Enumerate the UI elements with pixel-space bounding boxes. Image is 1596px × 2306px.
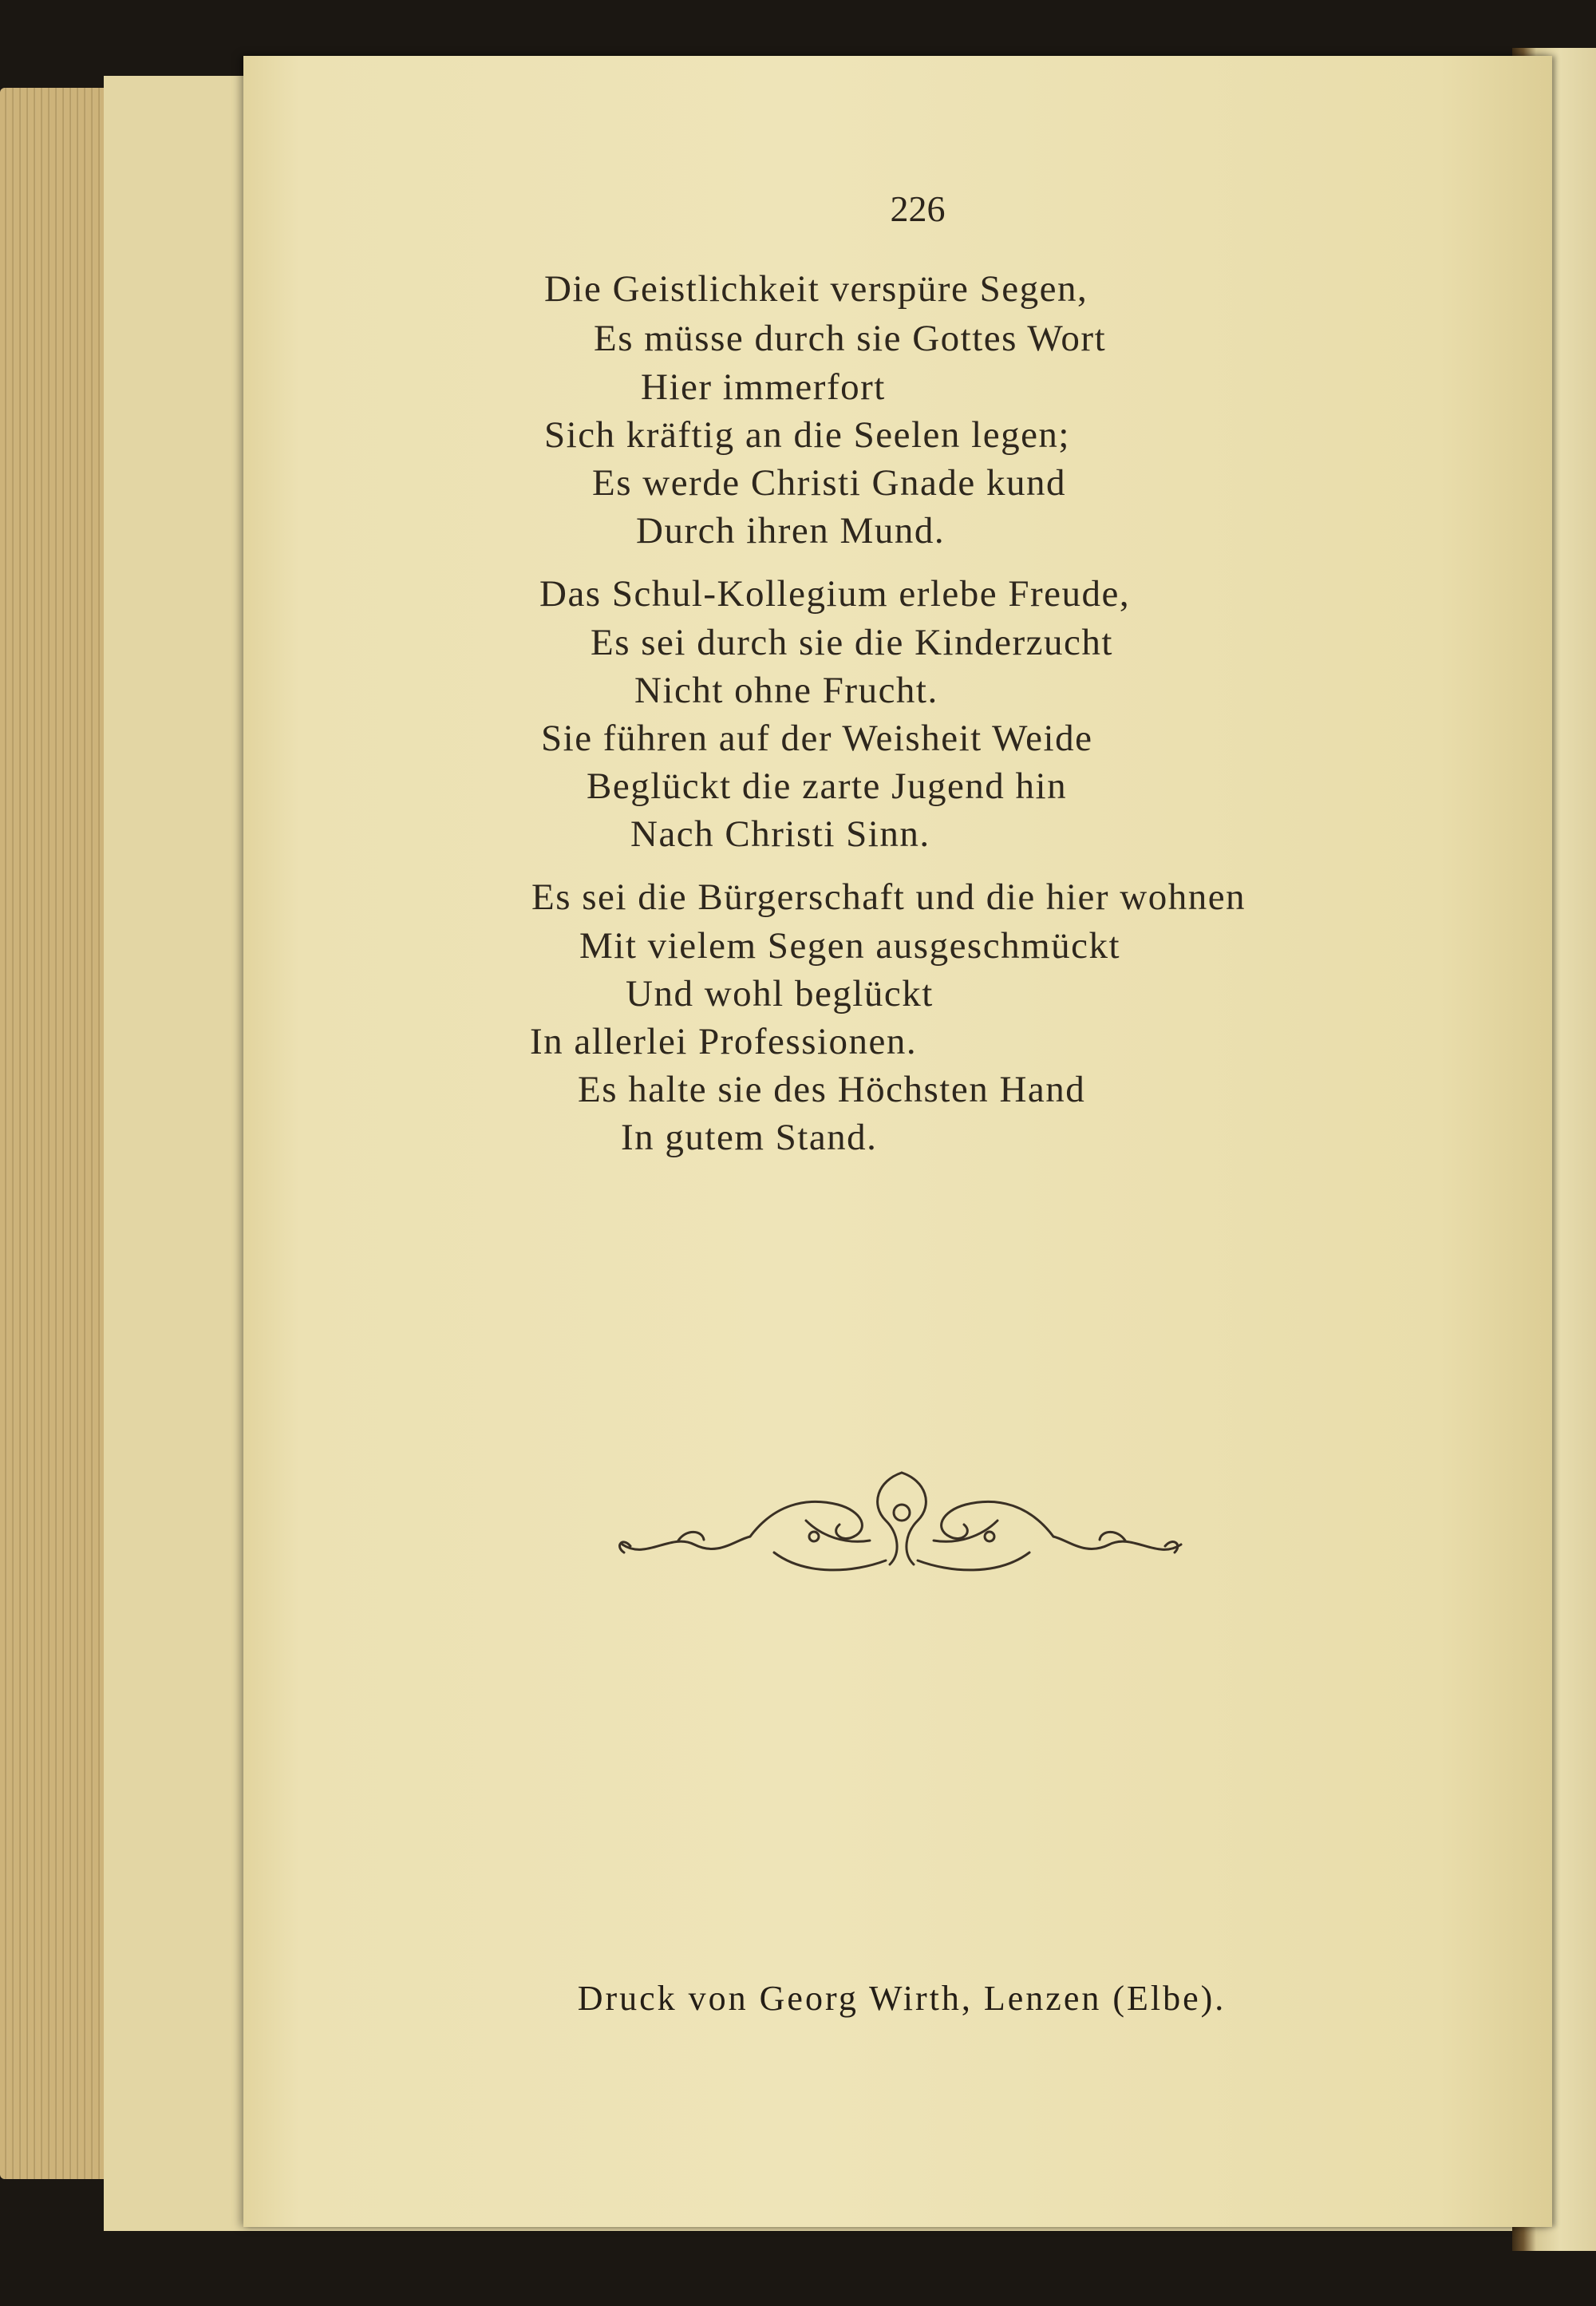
- verse-line: Sie führen auf der Weisheit Weide: [541, 718, 1093, 759]
- verse-line: Hier immerfort: [641, 366, 886, 408]
- verse-line: Die Geistlichkeit verspüre Segen,: [544, 268, 1088, 310]
- page-number: 226: [890, 188, 946, 229]
- verse-line: Es halte sie des Höchsten Hand: [578, 1069, 1086, 1110]
- book-page: [243, 56, 1552, 2227]
- scroll-ornament-icon: [614, 1457, 1189, 1592]
- verse-line: In gutem Stand.: [621, 1117, 878, 1158]
- verse-line: Und wohl beglückt: [626, 973, 934, 1015]
- verse-line: Beglückt die zarte Jugend hin: [587, 765, 1068, 807]
- verse-line: Mit vielem Segen ausgeschmückt: [579, 925, 1121, 967]
- verse-line: Nach Christi Sinn.: [630, 813, 930, 855]
- verse-line: Nicht ohne Frucht.: [634, 670, 938, 711]
- verse-line: Es sei durch sie die Kinderzucht: [591, 622, 1113, 663]
- verse-line: Durch ihren Mund.: [636, 510, 946, 552]
- verse-line: Sich kräftig an die Seelen legen;: [544, 414, 1070, 456]
- verse-line: Es sei die Bürgerschaft und die hier wohnen: [531, 876, 1246, 918]
- verse-line: In allerlei Professionen.: [530, 1021, 918, 1062]
- verse-line: Es müsse durch sie Gottes Wort: [594, 318, 1107, 359]
- printer-colophon: Druck von Georg Wirth, Lenzen (Elbe).: [577, 1979, 1227, 2018]
- verse-line: Es werde Christi Gnade kund: [592, 462, 1066, 504]
- verse-line: Das Schul-Kollegium erlebe Freude,: [539, 573, 1131, 615]
